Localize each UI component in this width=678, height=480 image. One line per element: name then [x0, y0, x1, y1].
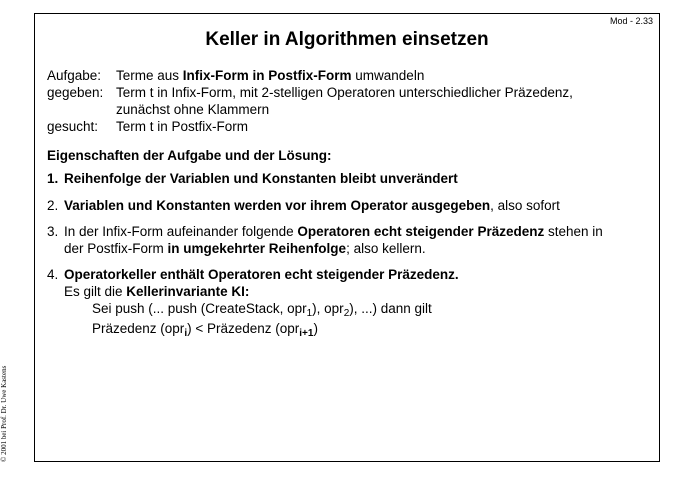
item-number: 4.: [47, 267, 59, 282]
list-item-2: [47, 197, 647, 214]
item-number: 3.: [47, 224, 59, 239]
item-number: 2.: [47, 198, 59, 213]
item-text-mid: stehen in: [544, 224, 603, 239]
expr-subscript: i: [184, 328, 188, 339]
expr-part: Präzedenz (opr: [92, 321, 185, 336]
item-text-bold: Operatorkeller enthält Operatoren echt steigender Präzedenz: [64, 267, 455, 282]
invariant-colon: :: [244, 284, 250, 299]
section-heading: Eigenschaften der Aufgabe und der Lösung:: [47, 148, 332, 163]
list-item-3: [47, 223, 647, 257]
item-text-line2-bold: in umgekehrter Reihenfolge: [167, 241, 347, 256]
precedence-expression: [47, 320, 647, 337]
given-line2: zunächst ohne Klammern: [116, 102, 270, 117]
item-text-bold: Variablen und Konstanten werden vor ihrem Operator ausgegeben: [64, 198, 491, 213]
expr-part: ), ...) dann gilt: [349, 301, 432, 316]
sought-label: gesucht:: [47, 119, 99, 134]
given-text: [116, 84, 626, 118]
expr-part: ) < Präzedenz (opr: [187, 321, 300, 336]
item-text-dot: .: [454, 267, 459, 282]
item-text-pre: In der Infix-Form aufeinander folgende: [64, 224, 298, 239]
slide-id: Mod - 2.33: [609, 16, 653, 26]
given-row: [47, 84, 626, 118]
item-text-line2-pre: der Postfix-Form: [64, 241, 168, 256]
expr-subscript: 1: [306, 308, 313, 319]
page-title: Keller in Algorithmen einsetzen: [205, 29, 489, 50]
given-line1: Term t in Infix-Form, mit 2-stelligen Operatoren unterschiedlicher Präzedenz,: [116, 85, 573, 100]
item-text-line2-post: ; also kellern.: [346, 241, 426, 256]
push-expression: [47, 300, 647, 317]
slide-frame: [34, 13, 660, 462]
item-number: 1.: [47, 171, 59, 186]
expr-subscript: 2: [343, 308, 350, 319]
item-text-post: , also sofort: [490, 198, 560, 213]
sought-text: Term t in Postfix-Form: [116, 119, 249, 134]
task-label: Aufgabe:: [47, 68, 102, 83]
task-text-bold: Infix-Form in Postfix-Form: [182, 68, 352, 83]
list-item-1: [47, 170, 647, 187]
copyright-notice: © 2001 bei Prof. Dr. Uwe Kastens: [0, 365, 8, 462]
task-text-pre: Terme aus: [116, 68, 183, 83]
given-label: gegeben:: [47, 85, 104, 100]
task-definitions: [47, 67, 626, 135]
expr-part: Sei push (... push (CreateStack, opr: [92, 301, 307, 316]
expr-part: ): [313, 321, 318, 336]
list-item-4: [47, 266, 647, 337]
invariant-name: Kellerinvariante KI: [126, 284, 245, 299]
task-text-post: umwandeln: [351, 68, 425, 83]
invariant-pre: Es gilt die: [64, 284, 127, 299]
item-text-bold: Operatoren echt steigender Präzedenz: [297, 224, 545, 239]
sought-row: [47, 118, 626, 135]
task-text: [116, 67, 626, 84]
task-row: [47, 67, 626, 84]
expr-subscript: i+1: [299, 328, 314, 339]
item-text: Reihenfolge der Variablen und Konstanten bleibt unverändert: [64, 171, 458, 186]
expr-part: ), opr: [312, 301, 344, 316]
